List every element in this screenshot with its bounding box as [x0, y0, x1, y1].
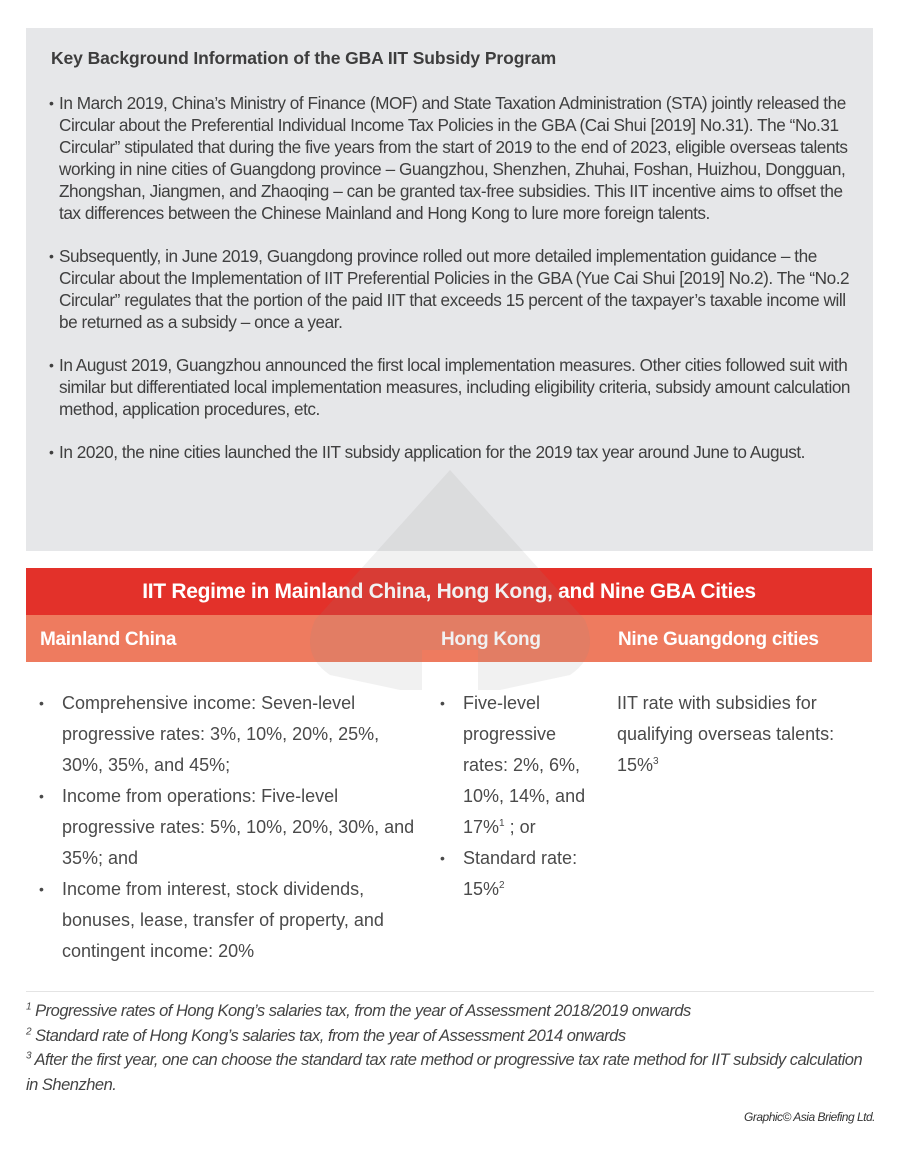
footnote-item: $^2$ Standard rate of Hong Kong’s salaries tax, from the year of Assessment 2014 onwards — [26, 1026, 626, 1045]
mainland-rate-item: • Comprehensive income: Seven-level progressive rates: 3%, 10%, 20%, 25%, 30%, 35%, and 45%; — [26, 688, 416, 781]
bullet-icon: • — [49, 357, 54, 373]
bullet-icon: • — [39, 881, 44, 897]
footnote-item: $^3$ After the first year, one can choose the standard tax rate method or progressive tax rate method for IIT subsidy calculation in Shenzhen. — [26, 1050, 863, 1094]
background-info-item: • In August 2019, Guangzhou announced the first local implementation measures. Other cities followed suit with similar but differentiated local implementation measures, including eligibility criteria, subsidy amount calculation method, application procedures, etc. — [49, 355, 851, 419]
gba-column — [617, 688, 867, 781]
column-header-mainland: Mainland China — [40, 629, 177, 650]
footnote-ref: 3 — [653, 756, 659, 767]
column-header-gba: Nine Guangdong cities — [618, 629, 819, 650]
graphic-credit: Graphic© Asia Briefing Ltd. — [744, 1110, 875, 1124]
footnote-item: $^1$ Progressive rates of Hong Kong’s salaries tax, from the year of Assessment 2018/2019 onwards — [26, 1001, 691, 1020]
bullet-icon: • — [49, 95, 54, 111]
footnotes — [26, 999, 876, 1097]
mainland-rate-item: • Income from operations: Five-level progressive rates: 5%, 10%, 20%, 30%, and 35%; and — [26, 781, 416, 874]
background-info-box — [26, 28, 873, 551]
hong-kong-rate-item: • Standard rate: 15%$^2$ — [427, 843, 597, 905]
regime-table-title: IIT Regime in Mainland China, Hong Kong, and Nine GBA Cities — [26, 568, 872, 615]
bullet-icon: • — [39, 788, 44, 804]
background-info-title: Key Background Information of the GBA IIT Subsidy Program — [51, 48, 557, 68]
bullet-icon: • — [49, 444, 54, 460]
bullet-icon: • — [440, 695, 445, 711]
bullet-icon: • — [49, 248, 54, 264]
mainland-column — [26, 688, 416, 967]
gba-rate-text: IIT rate with subsidies for qualifying overseas talents: 15% — [617, 693, 835, 775]
background-info-item: • In March 2019, China’s Ministry of Finance (MOF) and State Taxation Administration (STA) jointly released the Circular about the Preferential Individual Income Tax Policies in the GBA (Cai Shui [2019] No.31). The “No.31 Circular” stipulated that during the five years from the start of 2019 to the end of 2023, eligible overseas talents working in nine cities of Guangdong province – Guangzhou, Shenzhen, Zhuhai, Foshan, Huizhou, Dongguan, Zhongshan, Jiangmen, and Zhaoqing – can be granted tax-free subsidies. This IIT incentive aims to offset the tax differences between the Chinese Mainland and Hong Kong to lure more foreign talents. — [49, 93, 848, 223]
footnote-ref: 1 — [499, 818, 505, 829]
background-info-list — [49, 92, 859, 484]
hong-kong-rate-item: • Five-level progressive rates: 2%, 6%, 10%, 14%, and 17%$^1$ ; or — [427, 688, 597, 843]
regime-table-header — [26, 615, 872, 662]
footnote-divider — [26, 991, 874, 992]
bullet-icon: • — [440, 850, 445, 866]
mainland-rate-item: • Income from interest, stock dividends, bonuses, lease, transfer of property, and contingent income: 20% — [26, 874, 416, 967]
background-info-item: • Subsequently, in June 2019, Guangdong province rolled out more detailed implementation guidance – the Circular about the Implementation of IIT Preferential Policies in the GBA (Yue Cai Shui [2019] No.2). The “No.2 Circular” regulates that the portion of the paid IIT that exceeds 15 percent of the taxpayer’s taxable income will be returned as a subsidy – once a year. — [49, 246, 850, 332]
column-header-hong-kong: Hong Kong — [441, 629, 541, 650]
footnote-ref: 2 — [499, 880, 505, 891]
hong-kong-column — [427, 688, 597, 905]
bullet-icon: • — [39, 695, 44, 711]
background-info-item: • In 2020, the nine cities launched the IIT subsidy application for the 2019 tax year around June to August. — [49, 442, 806, 462]
